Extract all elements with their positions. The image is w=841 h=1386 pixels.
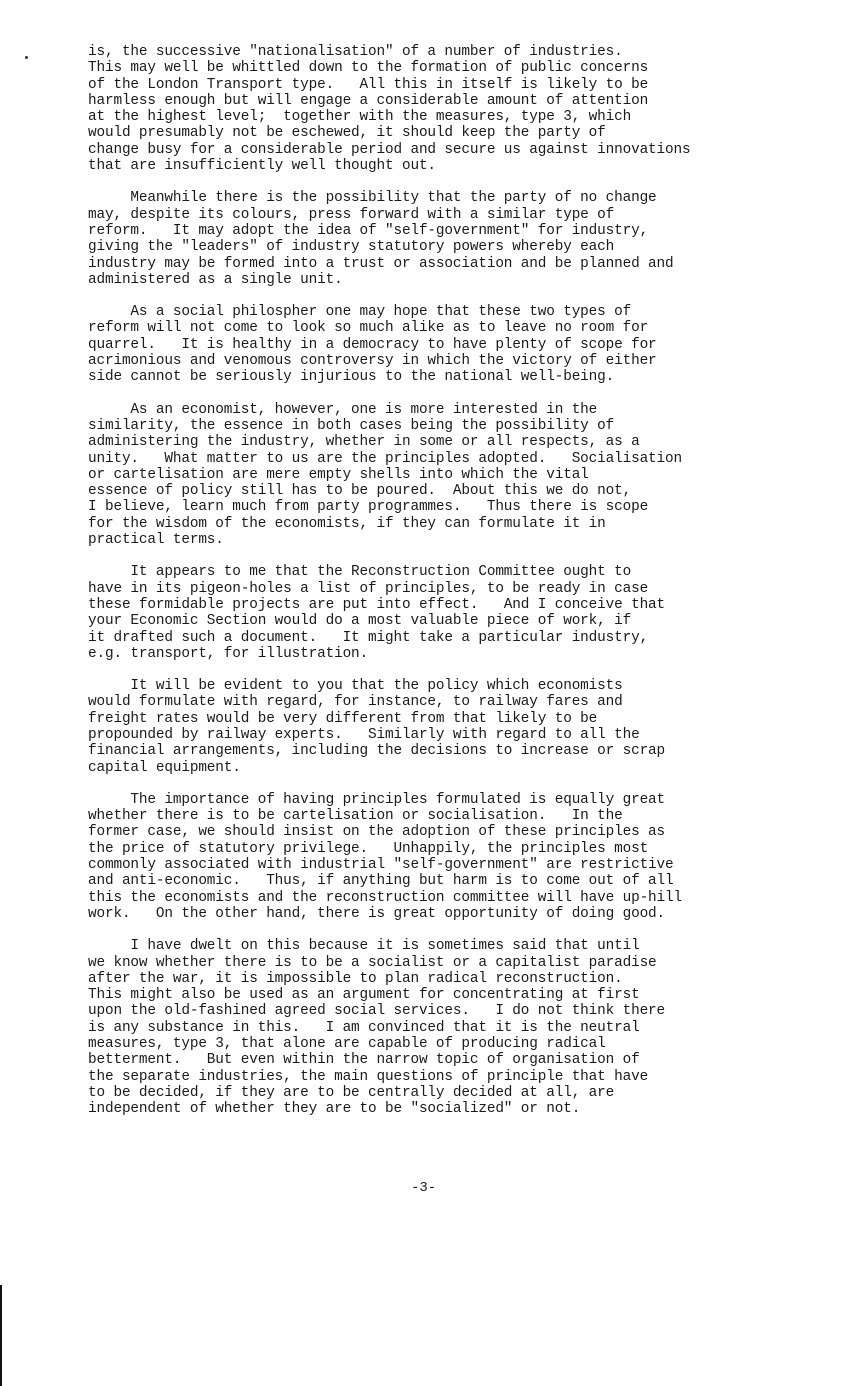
page-number: -3- xyxy=(411,1180,437,1196)
text-line: former case, we should insist on the adoption of these principles as xyxy=(88,824,666,841)
paragraph xyxy=(88,564,788,662)
text-line: freight rates would be very different from that likely to be xyxy=(88,710,598,727)
text-line: commonly associated with industrial "self-government" are restrictive xyxy=(88,857,674,874)
paragraph xyxy=(88,190,788,288)
text-line: Meanwhile there is the possibility that the party of no change xyxy=(88,190,657,207)
text-line: measures, type 3, that alone are capable of producing radical xyxy=(88,1036,606,1053)
text-line: The importance of having principles formulated is equally great xyxy=(88,791,666,808)
text-line: have in its pigeon-holes a list of principles, to be ready in case xyxy=(88,580,649,597)
text-line: I have dwelt on this because it is sometimes said that until xyxy=(88,938,640,955)
text-line: for the wisdom of the economists, if they can formulate it in xyxy=(88,515,606,532)
text-line: betterment. But even within the narrow topic of organisation of xyxy=(88,1052,640,1069)
text-line: administering the industry, whether in some or all respects, as a xyxy=(88,434,640,451)
text-line: at the highest level; together with the measures, type 3, which xyxy=(88,109,632,126)
text-line: This might also be used as an argument for concentrating at first xyxy=(88,987,640,1004)
text-line: or cartelisation are mere empty shells into which the vital xyxy=(88,466,589,483)
text-line: would presumably not be eschewed, it should keep the party of xyxy=(88,125,606,142)
paragraph xyxy=(88,44,788,174)
text-line: the price of statutory privilege. Unhappily, the principles most xyxy=(88,840,649,857)
text-line: It appears to me that the Reconstruction Committee ought to xyxy=(88,564,632,581)
text-line: the separate industries, the main questions of principle that have xyxy=(88,1068,649,1085)
text-line: after the war, it is impossible to plan radical reconstruction. xyxy=(88,970,623,987)
text-line: independent of whether they are to be "socialized" or not. xyxy=(88,1101,581,1118)
text-line: these formidable projects are put into effect. And I conceive that xyxy=(88,596,666,613)
text-line: practical terms. xyxy=(88,532,224,549)
text-line: As an economist, however, one is more interested in the xyxy=(88,401,598,418)
text-line: would formulate with regard, for instance, to railway fares and xyxy=(88,694,623,711)
text-line: work. On the other hand, there is great opportunity of doing good. xyxy=(88,905,666,922)
text-line: your Economic Section would do a most valuable piece of work, if xyxy=(88,613,632,630)
text-line: industry may be formed into a trust or association and be planned and xyxy=(88,255,674,272)
paragraph xyxy=(88,402,788,549)
text-line: financial arrangements, including the decisions to increase or scrap xyxy=(88,743,666,760)
document-body xyxy=(88,44,788,1134)
text-line: e.g. transport, for illustration. xyxy=(88,645,369,662)
text-line: propounded by railway experts. Similarly with regard to all the xyxy=(88,726,640,743)
text-line: is any substance in this. I am convinced that it is the neutral xyxy=(88,1019,640,1036)
text-line: essence of policy still has to be poured. About this we do not, xyxy=(88,483,632,500)
text-line: As a social philospher one may hope that these two types of xyxy=(88,304,632,321)
paragraph xyxy=(88,678,788,776)
text-line: to be decided, if they are to be centrally decided at all, are xyxy=(88,1084,615,1101)
text-line: quarrel. It is healthy in a democracy to have plenty of scope for xyxy=(88,336,657,353)
text-line: acrimonious and venomous controversy in which the victory of either xyxy=(88,353,657,370)
text-line: I believe, learn much from party programmes. Thus there is scope xyxy=(88,499,649,516)
text-line: this the economists and the reconstruction committee will have up-hill xyxy=(88,889,683,906)
text-line: administered as a single unit. xyxy=(88,271,343,288)
text-line: we know whether there is to be a socialist or a capitalist paradise xyxy=(88,954,657,971)
text-line: harmless enough but will engage a considerable amount of attention xyxy=(88,92,649,109)
text-line: similarity, the essence in both cases being the possibility of xyxy=(88,417,615,434)
text-line: capital equipment. xyxy=(88,759,241,776)
text-line: reform. It may adopt the idea of "self-government" for industry, xyxy=(88,222,649,239)
text-line: may, despite its colours, press forward with a similar type of xyxy=(88,206,615,223)
text-line: This may well be whittled down to the formation of public concerns xyxy=(88,60,649,77)
text-line: it drafted such a document. It might take a particular industry, xyxy=(88,629,649,646)
paragraph xyxy=(88,938,788,1117)
text-line: It will be evident to you that the policy which economists xyxy=(88,678,623,695)
text-line: whether there is to be cartelisation or socialisation. In the xyxy=(88,808,623,825)
text-line: upon the old-fashined agreed social services. I do not think there xyxy=(88,1003,666,1020)
text-line: side cannot be seriously injurious to the national well-being. xyxy=(88,369,615,386)
text-line: reform will not come to look so much alike as to leave no room for xyxy=(88,320,649,337)
text-line: and anti-economic. Thus, if anything but harm is to come out of all xyxy=(88,873,674,890)
text-line: unity. What matter to us are the principles adopted. Socialisation xyxy=(88,450,683,467)
paragraph xyxy=(88,792,788,922)
margin-dot xyxy=(25,56,28,59)
text-line: giving the "leaders" of industry statutory powers whereby each xyxy=(88,239,615,256)
paragraph xyxy=(88,304,788,385)
text-line: change busy for a considerable period and secure us against innovations xyxy=(88,141,691,158)
text-line: is, the successive "nationalisation" of a number of industries. xyxy=(88,44,623,60)
scan-edge-line xyxy=(0,1285,2,1386)
text-line: of the London Transport type. All this in itself is likely to be xyxy=(88,76,649,93)
text-line: that are insufficiently well thought out. xyxy=(88,158,436,175)
